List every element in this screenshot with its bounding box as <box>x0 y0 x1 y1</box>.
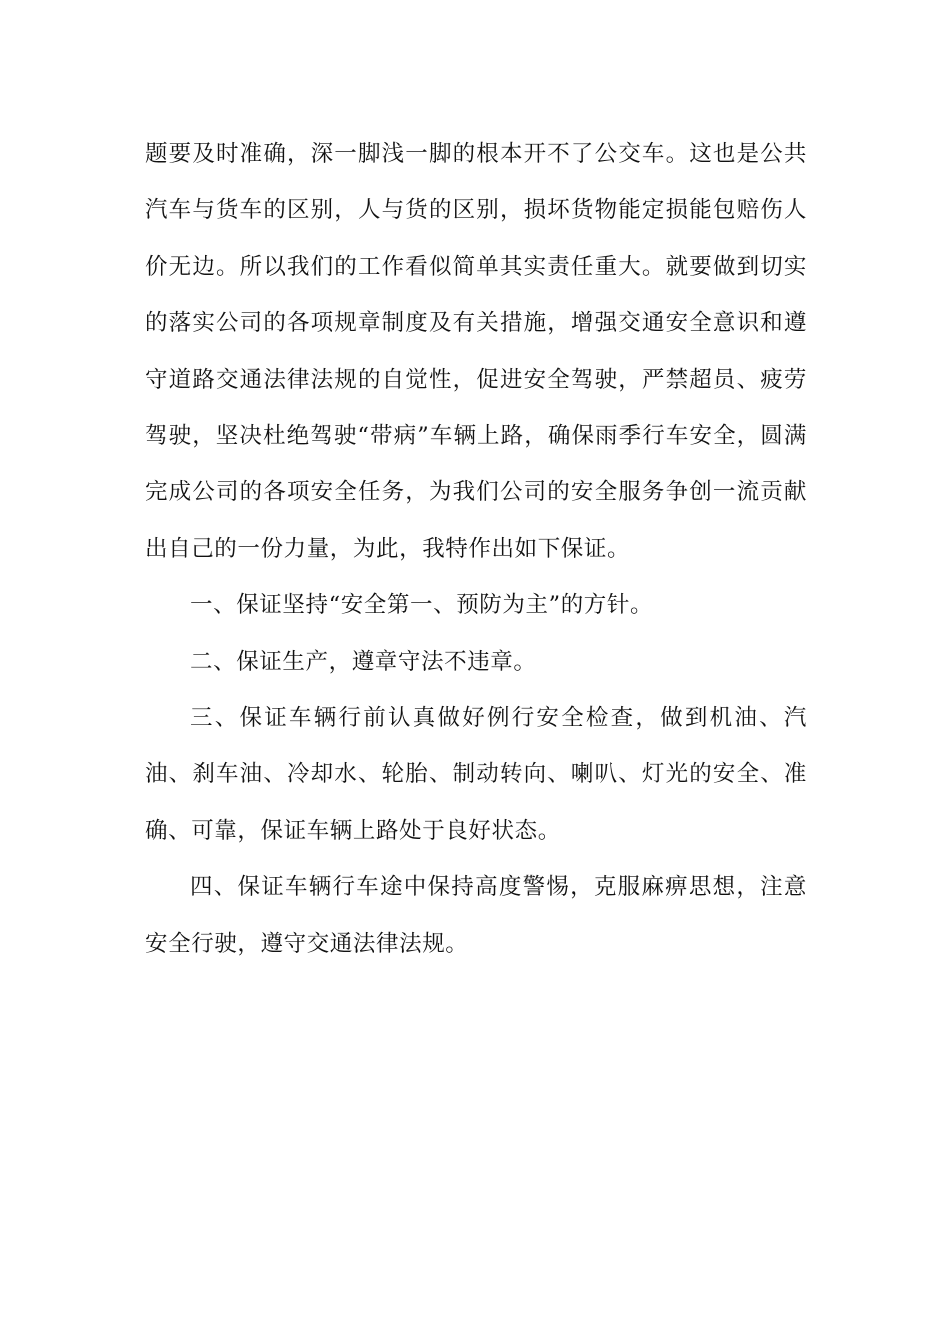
paragraph-guarantee-3: 三、保证车辆行前认真做好例行安全检查，做到机油、汽油、刹车油、冷却水、轮胎、制动转向、喇叭、灯光的安全、准确、可靠，保证车辆上路处于良好状态。 <box>145 705 807 844</box>
document-body <box>145 126 807 972</box>
paragraph-guarantee-2: 二、保证生产，遵章守法不违章。 <box>190 648 537 675</box>
paragraph-guarantee-1: 一、保证坚持“安全第一、预防为主”的方针。 <box>190 592 654 619</box>
paragraph-guarantee-4: 四、保证车辆行车途中保持高度警惕，克服麻痹思想，注意安全行驶，遵守交通法律法规。 <box>145 874 807 957</box>
paragraph-intro-continuation: 题要及时准确，深一脚浅一脚的根本开不了公交车。这也是公共汽车与货车的区别，人与货的区别，损坏货物能定损能包赔伤人价无边。所以我们的工作看似简单其实责任重大。就要做到切实的落实公司的各项规章制度及有关措施，增强交通安全意识和遵守道路交通法律法规的自觉性，促进安全驾驶，严禁超员、疲劳驾驶，坚决杜绝驾驶“带病”车辆上路，确保雨季行车安全，圆满完成公司的各项安全任务，为我们公司的安全服务争创一流贡献出自己的一份力量，为此，我特作出如下保证。 <box>145 141 807 562</box>
